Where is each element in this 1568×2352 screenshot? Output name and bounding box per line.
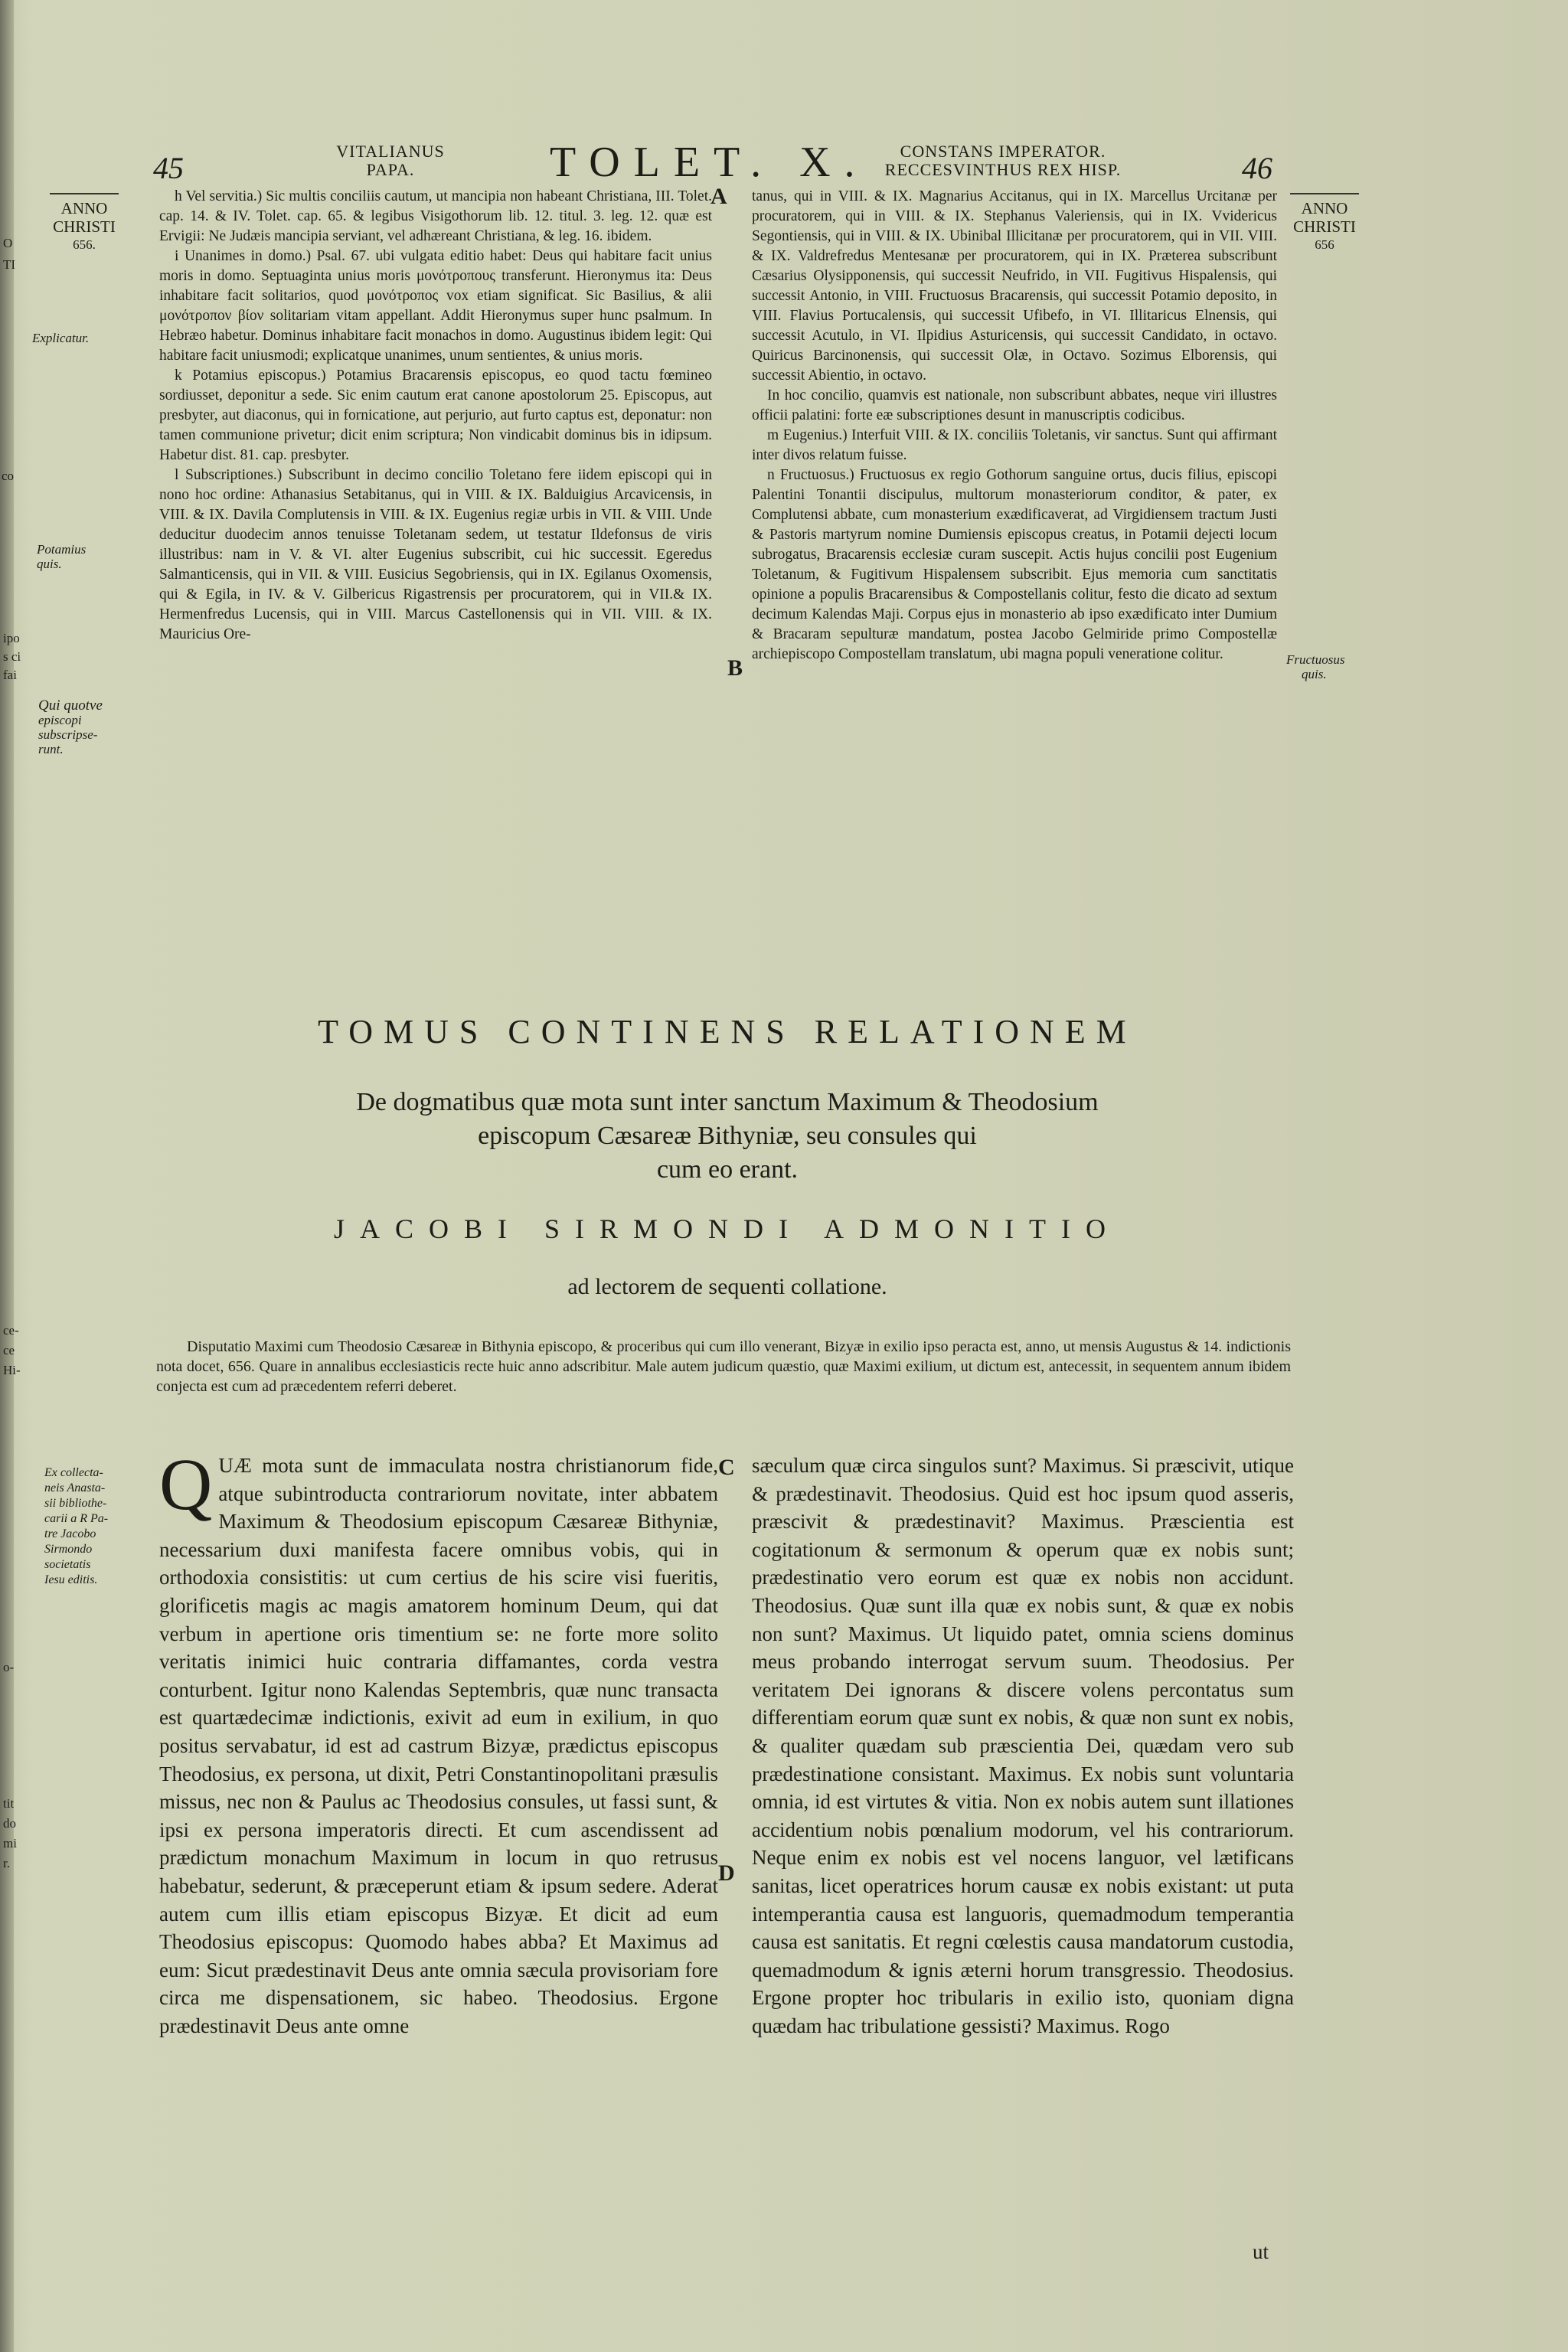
side-note-line: societatis [44,1558,91,1571]
note-k: k Potamius episcopus.) Potamius Bracarensis episcopus, eo quod tactu fœmineo sordiusset, deponitur a sede. Sic enim cautum erat canone apostolorum 25. Episcopus, aut presbyter, aut diaconus, qui in fornicatione, aut perjurio, aut furto captus est, deponatur: non tamen communione privetur; dicit enim scriptura; Non vindicabit dominus bis in idipsum. Habetur dist. 81. cap. presbyter. [159,368,712,463]
note-h: h Vel servitia.) Sic multis conciliis cautum, ut mancipia non habeant Christiana, III. Tolet. cap. 14. & IV. Tolet. cap. 65. & legibus Visigothorum lib. 12. titul. 3. leg. 12. quæ est Ervigii: Ne Judæis mancipia serviant, vel adhæreant Christiana, & leg. 16. ibidem. [159,188,712,244]
admonitio-title: JACOBI SIRMONDI ADMONITIO [333,1214,1121,1244]
side-note-line: Qui quotve [38,697,103,714]
catchword: ut [1253,2240,1269,2263]
admonitio-text: Disputatio Maximi cum Theodosio Cæsareæ in Bithynia episcopo, & proceribus qui cum illo venerant, Bizyæ in exilio ipso peracta est, anno, ut mensis Augustus & 14. indictionis nota docet, 656. Quare in annalibus ecclesiasticis recte huic anno adscribitur. Male autem judicum quæstio, quæ Maximi exilium, ut dictum est, antecessit, in sequentem annum ibidem conjecta est cum ad præcedentem referri deberet. [156,1338,1291,1395]
anno-rule [50,193,119,194]
side-note-line: Sirmondo [44,1543,93,1556]
admonitio-subtitle: ad lectorem de sequenti collatione. [567,1274,887,1299]
side-note-line: quis. [1302,667,1327,681]
anno-label: ANNO [1301,199,1348,217]
side-note-line: tre Jacobo [44,1527,96,1540]
side-note-line: neis Anasta- [44,1481,106,1494]
notes-column-right [752,187,1277,665]
margin-fragment: mi [3,1836,17,1851]
page-number-right: 46 [1242,151,1272,185]
running-title: TOLET. X. [550,139,869,186]
margin-fragment: TI [3,257,16,272]
subtitle-line-2: episcopum Cæsareæ Bithyniæ, seu consules qui [478,1122,977,1150]
margin-fragment: r. [3,1856,10,1870]
section-subtitle [153,1086,1302,1187]
margin-fragment: ce- [3,1323,19,1338]
running-head-right-bottom: RECCESVINTHUS REX HISP. [884,160,1122,179]
notes-column-left [159,187,712,645]
margin-fragment: o- [3,1660,15,1674]
margin-fragment: fai [3,668,17,682]
margin-fragment: co [2,469,15,483]
side-note-line: carii a R Pa- [44,1512,109,1525]
margin-fragment: s ci [3,649,21,664]
note-l: l Subscriptiones.) Subscribunt in decimo concilio Toletano fere iidem episcopi qui in nono hoc ordine: Athanasius Setabitanus, qui in VIII. & IX. Balduigius Arcavicensis, in VIII. & IX. Davila Complutensis in VIII. & IX. Eugenius regiæ urbis in VII. & VIII. Unde deducitur duodecim annos tenuisse Toletanam sedem, ut testatur Ildefonsus de viris illustribus: nam in V. & VI. alter Eugenius subscribit, cui hic successit. Egeredus Salmanticensis, qui in VII. & VIII. Eusicius Segobriensis, qui in IX. Egilanus Oxomensis, qui & Egila, in IV. & V. Gilbericus Rigastrensis per procuratorem, qui in VII.& IX. Hermenfredus Lucensis, qui in VIII. Marcus Castellonensis qui in VII. VIII. & IX. Mauricius Ore- [159,467,712,642]
side-note-line: runt. [38,742,64,756]
margin-fragment: tit [3,1796,15,1811]
running-head-left-top: VITALIANUS [336,142,445,161]
note-n: n Fructuosus.) Fructuosus ex regio Gothorum sanguine ortus, ducis filius, episcopi Palentini Tonantii discipulus, multorum monasteriorum conditor, & pater, ex Complutensi abbate, cum monasterium exædificaverat, ad Virgidiensem tractum Justi & Pastoris martyrum nomine Dumiensis episcopus creatus, in Potamii dejecti locum subrogatus, Bracarensis ecclesiæ curam suscepit. Actis hujus concilii post Eugenium Toletanum, & Fugitivum Hispalensem subscribit. Ejus memoria cum sanctitatis opinione a populis Bracarensibus & Compostellanis colitur, festo die dicato ad sextum decimum Kalendas Maji. Corpus ejus in monasterio ab ipso exædificato inter Dumium & Bracaram sepulturæ mandatum, postea Jacobo Gelmiride primo Compostellæ archiepiscopo Compostellam translatum, ubi magna populi veneratione colitur. [752,467,1277,662]
anno-year: 656. [73,237,96,252]
christi-label: CHRISTI [53,217,116,236]
body-column-right [752,1452,1294,2040]
body-column-left [159,1443,718,2040]
margin-fragment: ce [3,1343,15,1357]
side-note-qui-quotve [38,698,103,756]
side-note-explicatur: Explicatur. [32,331,90,345]
page-gutter [0,0,14,2352]
anno-christi-right [1279,193,1370,254]
subtitle-line-3: cum eo erant. [656,1155,799,1184]
body-text-right: sæculum quæ circa singulos sunt? Maximus. Si præscivit, utique & prædestinavit. Theodosius. Quid est hoc ipsum quod asseris, præscivit & prædestinavit? Maximus. Præscientia est cogitationum & sermonum & operum quæ ex nobis sunt; prædestinatio vero eorum est quæ ex nobis non accidunt. Theodosius. Quæ sunt illa quæ ex nobis sunt, & quæ ex nobis non sunt? Maximus. Ut liquido patet, omnia sciens dominus meus probando interrogat servum suum. Theodosius. Per veritatem Dei ignorans & discere volens percontatus sum differentiam eorum quæ sunt ex nobis, & quæ non sunt ex nobis, & qualiter quædam sub præscientia Dei, quædam vero sub prædestinatione consistant. Maximus. Ex nobis sunt voluntaria omnia, id est virtutes & vitia. Non ex nobis autem sunt illationes accidentium nobis pœnalium modorum, vel his contrariorum. Neque enim ex nobis est vel nocens languor, vel lætificans sanitas, licet operatrices horum causæ ex nobis existant: ut puta intemperantia causa est languoris, quemadmodum temperantia causa est sanitatis. Et regni cœlestis causa mandatorum custodia, quemadmodum & ignis æterni horum transgressio. Theodosius. Ergone propter hoc tribularis in exilio isto, quoniam digna quædam hac tribulatione gessisti? Maximus. Rogo [752,1454,1294,2037]
side-note-line: subscripse- [38,727,98,742]
running-head-right-top: CONSTANS IMPERATOR. [900,142,1106,161]
side-note-line: Potamius [37,542,87,557]
section-letter-b: B [727,655,743,681]
running-head-left [276,142,505,179]
margin-fragment: O [3,236,13,250]
side-note-line: quis. [37,557,62,571]
note-i: i Unanimes in domo.) Psal. 67. ubi vulgata editio habet: Deus qui habitare facit unius moris in domo. Septuaginta unius moris μονότροπους transferunt. Hieronymus ita: Deus inhabitare facit solitarios, quod μονότροπος vox etiam significat. Sic Basilius, & alii μονότροπον βίον solitariam vitam appellant. Addit Hieronymus super hunc psalmum. In Hebræo habetur. Dominus inhabitare facit monachos in domo. Augustinus ibidem legit: Qui habitare facit uniusmodi; explicatque unanimes, unum sentientes, & unius moris. [159,248,712,364]
side-note-line: Iesu editis. [44,1573,98,1586]
margin-fragment: do [3,1816,16,1831]
side-note-line: episcopi [38,713,82,727]
note-continued: tanus, qui in VIII. & IX. Magnarius Accitanus, qui in IX. Marcellus Urcitanæ per procuratorem, qui in VIII. & IX. Stephanus Valeriensis, qui in IX. Vvidericus Segontiensis, qui in VIII. & IX. Ubinibal Illicitanæ per procuratorem, qui in VII. VIII. & IX. Valdrefredus Mentesanæ per procuratorem, qui in IX. Præterea subscribunt Cæsarius Olysipponensis, qui successit Neufrido, in VII. Fugitivus Hispalensis, qui successit Antonio, in VIII. Fructuosus Bracarensis, qui successit Potamio deposito, in VIII. Flavius Portucalensis, qui successit Ufibefo, in VI. Illitaricus Elnensis, qui successit Acutulo, in VI. Ilpidius Asturicensis, qui successit Candidato, in octavo. Quiricus Barcinonensis, qui successit Olæ, in Octavo. Sozimus Elborensis, qui successit Abientio, in octavo. [752,188,1277,384]
side-note-line: Fructuosus [1286,652,1345,667]
body-text-left: UÆ mota sunt de immaculata nostra christianorum fide, atque subintroducta contrariorum novitate, inter abbatem Maximum & Theodosium episcopum Cæsareæ Bithyniæ, necessarium duxi manifesta facere omnibus vobis, qui in orthodoxia consistitis: ut cum certius de his scire visi fueritis, glorificetis magis ac magis amatorem hominum Deum, qui dat verbum in apertione oris timentium se: ne forte more solito veritatis inimici huic contraria diffamantes, corda vestra conturbent. Igitur nono Kalendas Septembris, quæ nunc transacta est quartædecimæ indictionis, exivit ad eum in exilium, in quo positus servabatur, id est ad castrum Bizyæ, prædictus episcopus Theodosius, ex persona, ut dixit, Petri Constantinopolitani præsulis missus, nec non & Paulus ac Theodosius consules, ut fassi sunt, & ipsi ex persona imperatoris directi. Et cum ascendissent ad prædictum monachum Maximum in locum in quo retrusus habebatur, sederunt, & præceperunt etiam & ipsum sedere. Aderat autem cum illis etiam episcopus Bizyæ. Et dicit ad eum Theodosius episcopus: Quomodo habes abba? Et Maximus ad eum: Sicut prædestinavit Deus ante omnia sæcula provisoriam fore circa me dispensationem, sic habeo. Theodosius. Ergone prædestinavit Deus ante omne [159,1454,718,2037]
subtitle-line-1: De dogmatibus quæ mota sunt inter sanctum Maximum & Theodosium [356,1088,1099,1116]
note-concilio: In hoc concilio, quamvis est nationale, non subscribunt abbates, neque viri illustres officii palatini: forte eæ subscriptiones desunt in manuscriptis codicibus. [752,387,1277,423]
anno-label: ANNO [60,199,108,217]
anno-christi-left [38,193,130,254]
side-note-fructuosus [1286,652,1345,681]
page-number-left: 45 [153,151,184,185]
side-note-line: sii bibliothe- [44,1497,107,1510]
anno-rule [1290,193,1359,194]
side-note-potamius [37,542,86,571]
side-note-ex-collectaneis [44,1465,108,1588]
section-letter-a: A [710,184,727,209]
christi-label: CHRISTI [1293,217,1356,236]
margin-fragment: Hi- [3,1363,21,1377]
note-m: m Eugenius.) Interfuit VIII. & IX. conciliis Toletanis, vir sanctus. Sunt qui affirmant inter divos relatum fuisse. [752,427,1277,463]
running-head-left-bottom: PAPA. [366,160,415,179]
side-note-line: Ex collecta- [44,1466,103,1479]
section-title: TOMUS CONTINENS RELATIONEM [318,1013,1137,1050]
running-head-right [865,142,1141,179]
anno-year: 656 [1315,237,1334,252]
margin-fragment: ipo [3,631,20,645]
section-letter-d: D [718,1860,735,1886]
section-letter-c: C [718,1455,735,1480]
drop-cap: Q [159,1443,213,1525]
